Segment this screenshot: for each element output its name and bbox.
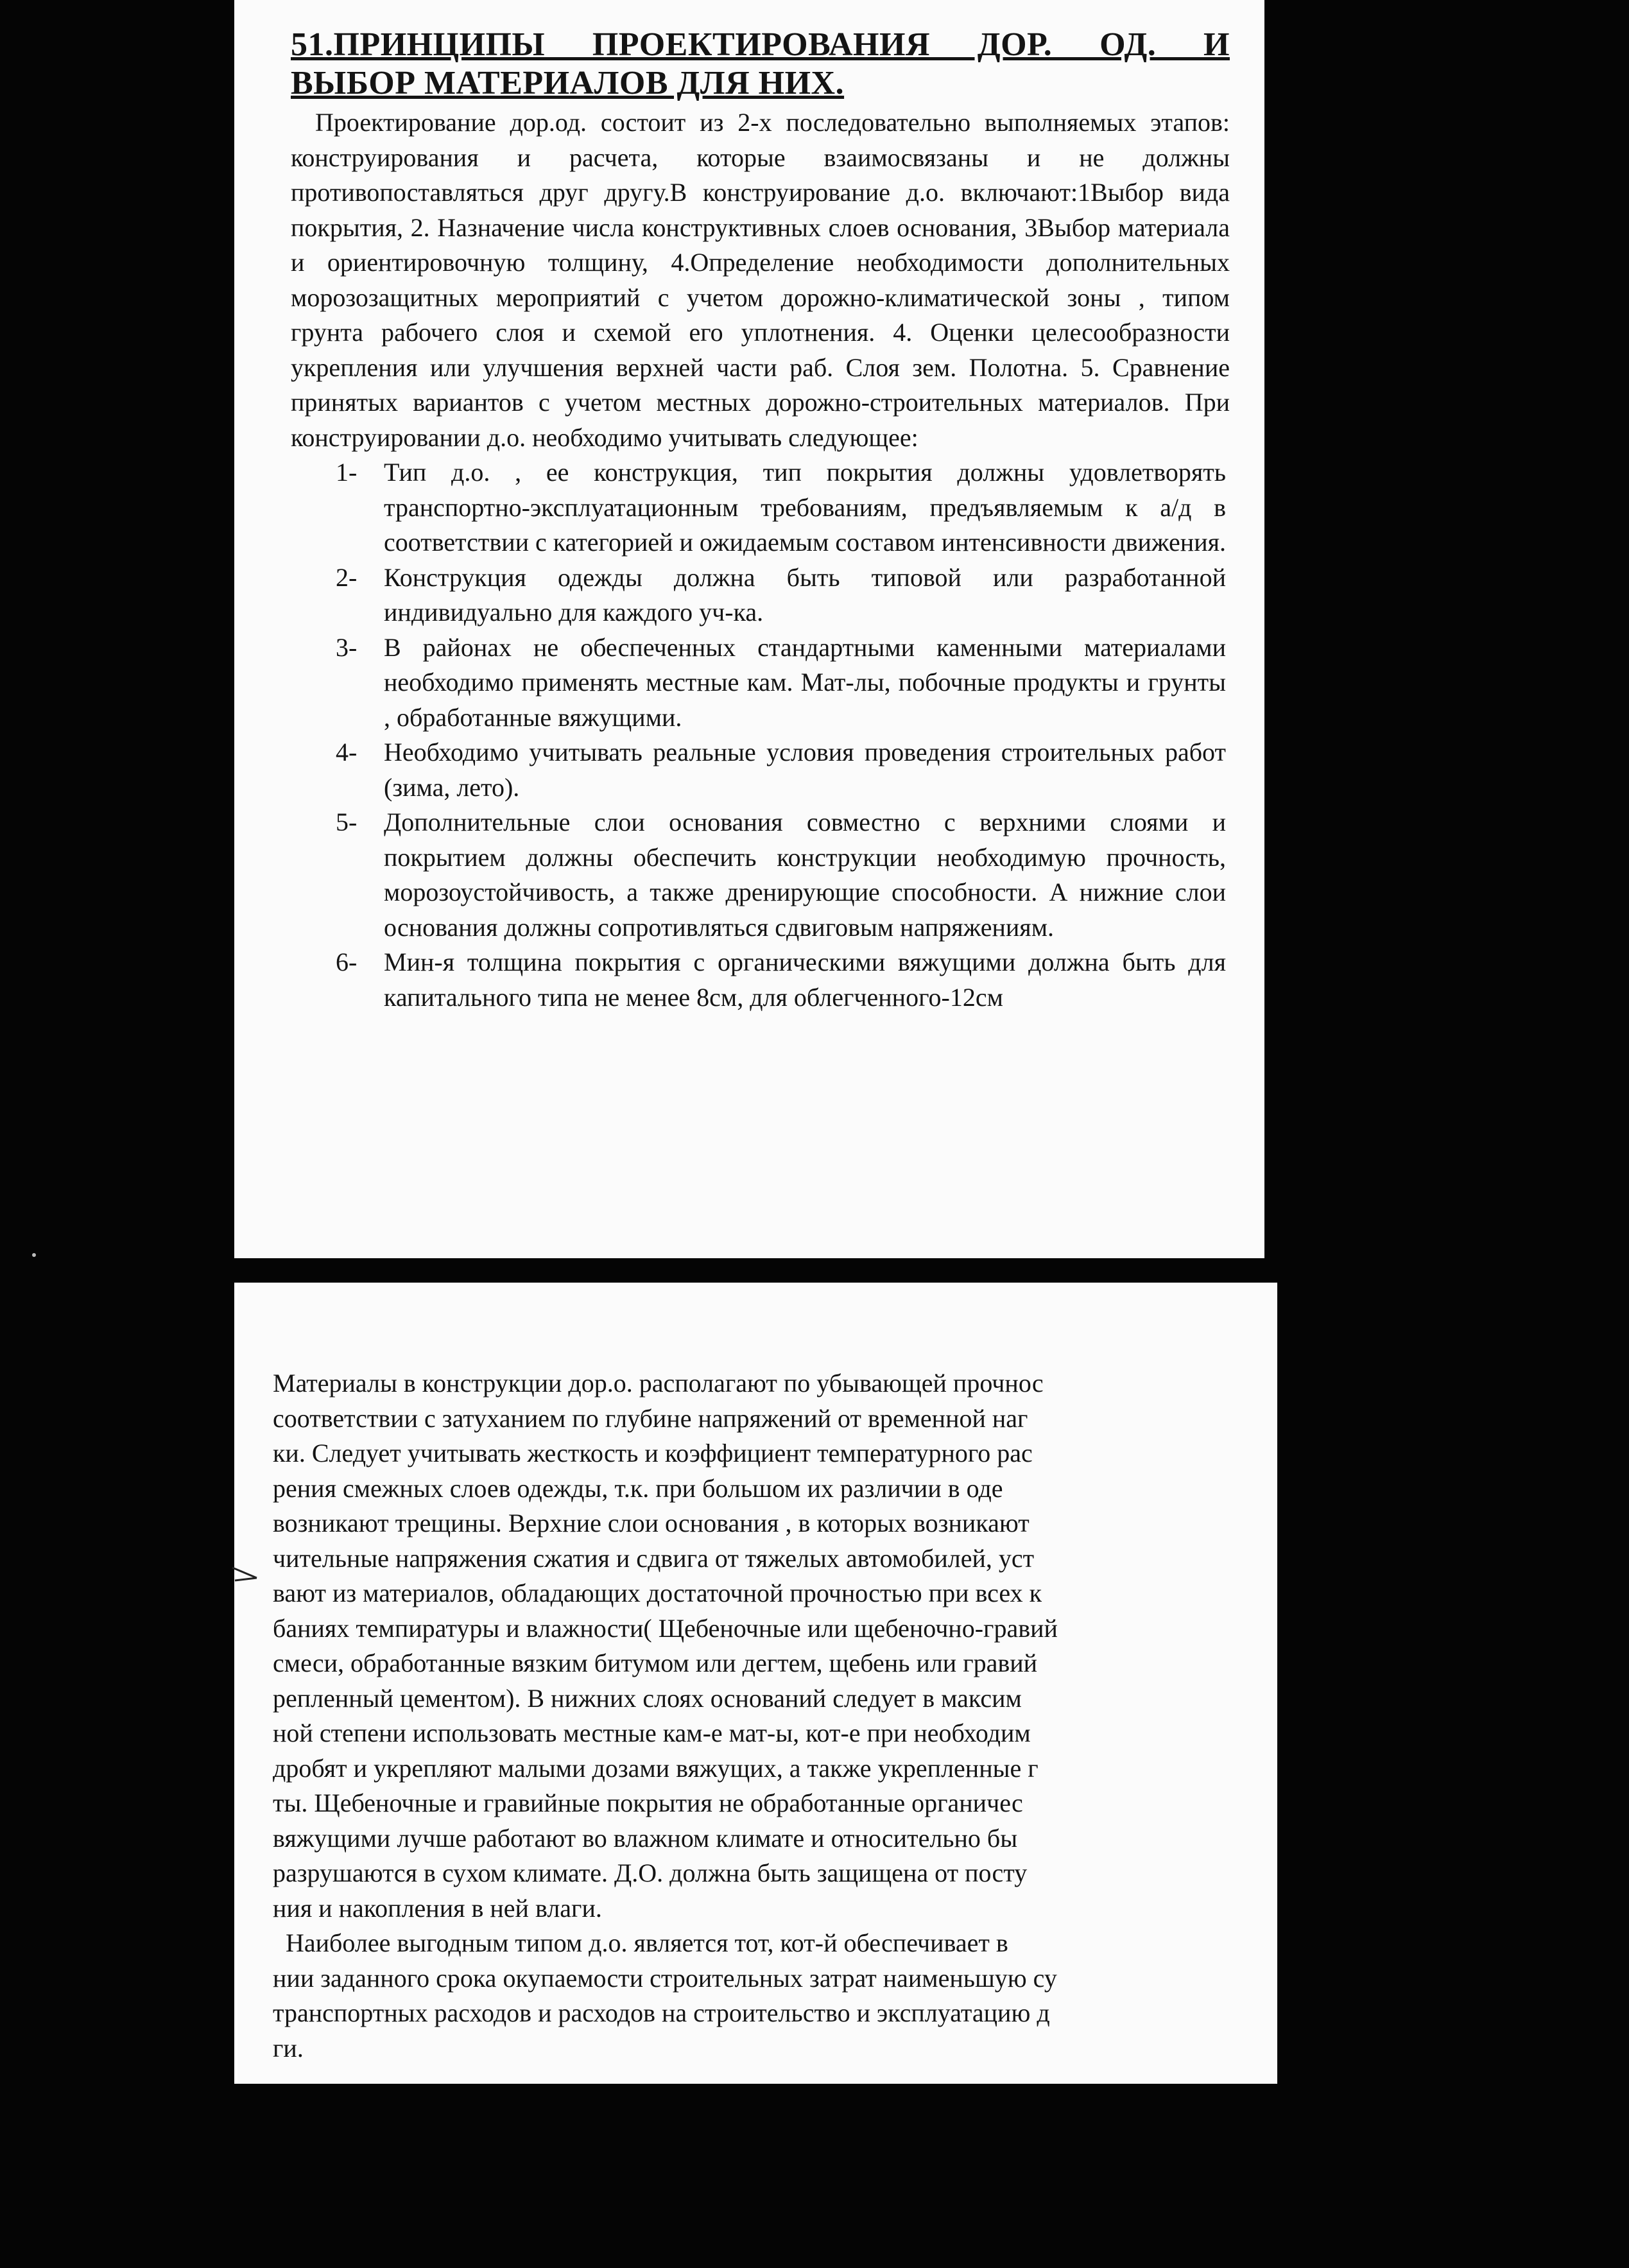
text-line: ной степени использовать местные кам-е мат-ы, кот-е при необходим xyxy=(273,1718,1031,1747)
list-item-text: Мин-я толщина покрытия с органическими вяжущими должна быть для капитального типа не менее 8см, для облегченного-12см xyxy=(384,948,1226,1012)
text-line: нии заданного срока окупаемости строительных затрат наименьшую су xyxy=(273,1963,1057,1993)
list-item-number: 6- xyxy=(336,948,358,976)
text-line: смеси, обработанные вязким битумом или дегтем, щебень или гравий xyxy=(273,1649,1038,1677)
scan-background-gap xyxy=(234,1258,1277,1283)
text-line: Наиболее выгодным типом д.о. является тот, кот-й обеспечивает в xyxy=(286,1928,1008,1957)
text-line: вают из материалов, обладающих достаточной прочностью при всех к xyxy=(273,1579,1042,1607)
list-item xyxy=(291,805,1226,945)
list-item-number: 4- xyxy=(336,738,358,766)
list-item-text: Необходимо учитывать реальные условия проведения строительных работ (зима, лето). xyxy=(384,738,1226,802)
text-line: ги. xyxy=(273,2033,304,2063)
list-item-text: В районах не обеспеченных стандартными каменными материалами необходимо применять местные кам. Мат-лы, побочные продукты и грунты , обработанные вяжущими. xyxy=(384,632,1226,732)
text-line: Материалы в конструкции дор.о. располагают по убывающей прочнос xyxy=(273,1369,1044,1398)
list-item xyxy=(291,735,1226,805)
top-page xyxy=(234,0,1264,1258)
pen-mark-icon xyxy=(231,1564,270,1583)
requirements-list xyxy=(291,455,1230,1015)
text-line: рения смежных слоев одежды, т.к. при большом их различии в оде xyxy=(273,1473,1003,1503)
scan-background-bottom xyxy=(0,2084,1629,2268)
bottom-paragraph-1 xyxy=(273,1366,1277,1926)
list-item xyxy=(291,630,1226,736)
bottom-page xyxy=(237,1283,1277,2084)
text-line: соответствии с затуханием по глубине напряжений от временной наг xyxy=(273,1403,1028,1433)
text-line: ты. Щебеночные и гравийные покрытия не обработанные органичес xyxy=(273,1788,1023,1817)
list-item-text: Дополнительные слои основания совместно с верхними слоями и покрытием должны обеспечить конструкции необходимую прочность, морозоустойчивость, а также дренирующие способности. А нижние слои основания должны сопротивляться сдвиговым напряжениям. xyxy=(384,808,1226,942)
list-item-text: Тип д.о. , ее конструкция, тип покрытия должны удовлетворять транспортно-эксплуатационным требованиям, предъявляемым к а/д в соответствии с категорией и ожидаемым составом интенсивности движения. xyxy=(384,458,1226,557)
text-line: вяжущими лучше работают во влажном климате и относительно бы xyxy=(273,1823,1018,1853)
intro-paragraph: Проектирование дор.од. состоит из 2-х последовательно выполняемых этапов: конструирования и расчета, которые взаимосвязаны и не должны противопоставляться друг другу.В конструирование д.о. включают:1Выбор вида покрытия, 2. Назначение числа конструктивных слоев основания, 3Выбор материала и ориентировочную толщину, 4.Определение необходимости дополнительных морозозащитных мероприятий с учетом дорожно-климатической зоны , типом грунта рабочего слоя и схемой его уплотнения. 4. Оценки целесообразности укрепления или улучшения верхней части раб. Слоя зем. Полотна. 5. Сравнение принятых вариантов с учетом местных дорожно-строительных материалов. При конструировании д.о. необходимо учитывать следующее: xyxy=(291,108,1230,452)
text-line: дробят и укрепляют малыми дозами вяжущих, а также укрепленные г xyxy=(273,1753,1039,1783)
text-line: репленный цементом). В нижних слоях оснований следует в максим xyxy=(273,1683,1022,1713)
text-line: чительные напряжения сжатия и сдвига от тяжелых автомобилей, уст xyxy=(273,1543,1035,1573)
scan-speck-icon xyxy=(32,1253,36,1257)
text-line: ки. Следует учитывать жесткость и коэффициент температурного рас xyxy=(273,1439,1033,1467)
text-line: ния и накопления в ней влаги. xyxy=(273,1893,602,1923)
list-item-number: 3- xyxy=(336,632,358,662)
list-item-number: 5- xyxy=(336,808,358,836)
list-item-number: 1- xyxy=(336,458,358,487)
list-item xyxy=(291,560,1226,630)
bottom-paragraph-2 xyxy=(273,1926,1277,2066)
scan-background-right xyxy=(1264,0,1629,2268)
text-line: баниях темпиратуры и влажности( Щебеночные или щебеночно-гравий xyxy=(273,1613,1058,1643)
text-line: разрушаются в сухом климате. Д.О. должна быть защищена от посту xyxy=(273,1858,1028,1887)
text-line: транспортных расходов и расходов на строительство и эксплуатацию д xyxy=(273,1998,1050,2027)
list-item-number: 2- xyxy=(336,562,358,592)
page-title-line-2: ВЫБОР МАТЕРИАЛОВ ДЛЯ НИХ. xyxy=(291,65,845,101)
text-line: возникают трещины. Верхние слои основания , в которых возникают xyxy=(273,1509,1030,1537)
list-item xyxy=(291,455,1226,560)
list-item xyxy=(291,945,1226,1015)
page-title-line-1: 51.ПРИНЦИПЫ ПРОЕКТИРОВАНИЯ ДОР. ОД. И xyxy=(291,26,1230,63)
list-item-text: Конструкция одежды должна быть типовой или разработанной индивидуально для каждого уч-ка. xyxy=(384,562,1226,627)
scan-background-left xyxy=(0,0,234,2268)
